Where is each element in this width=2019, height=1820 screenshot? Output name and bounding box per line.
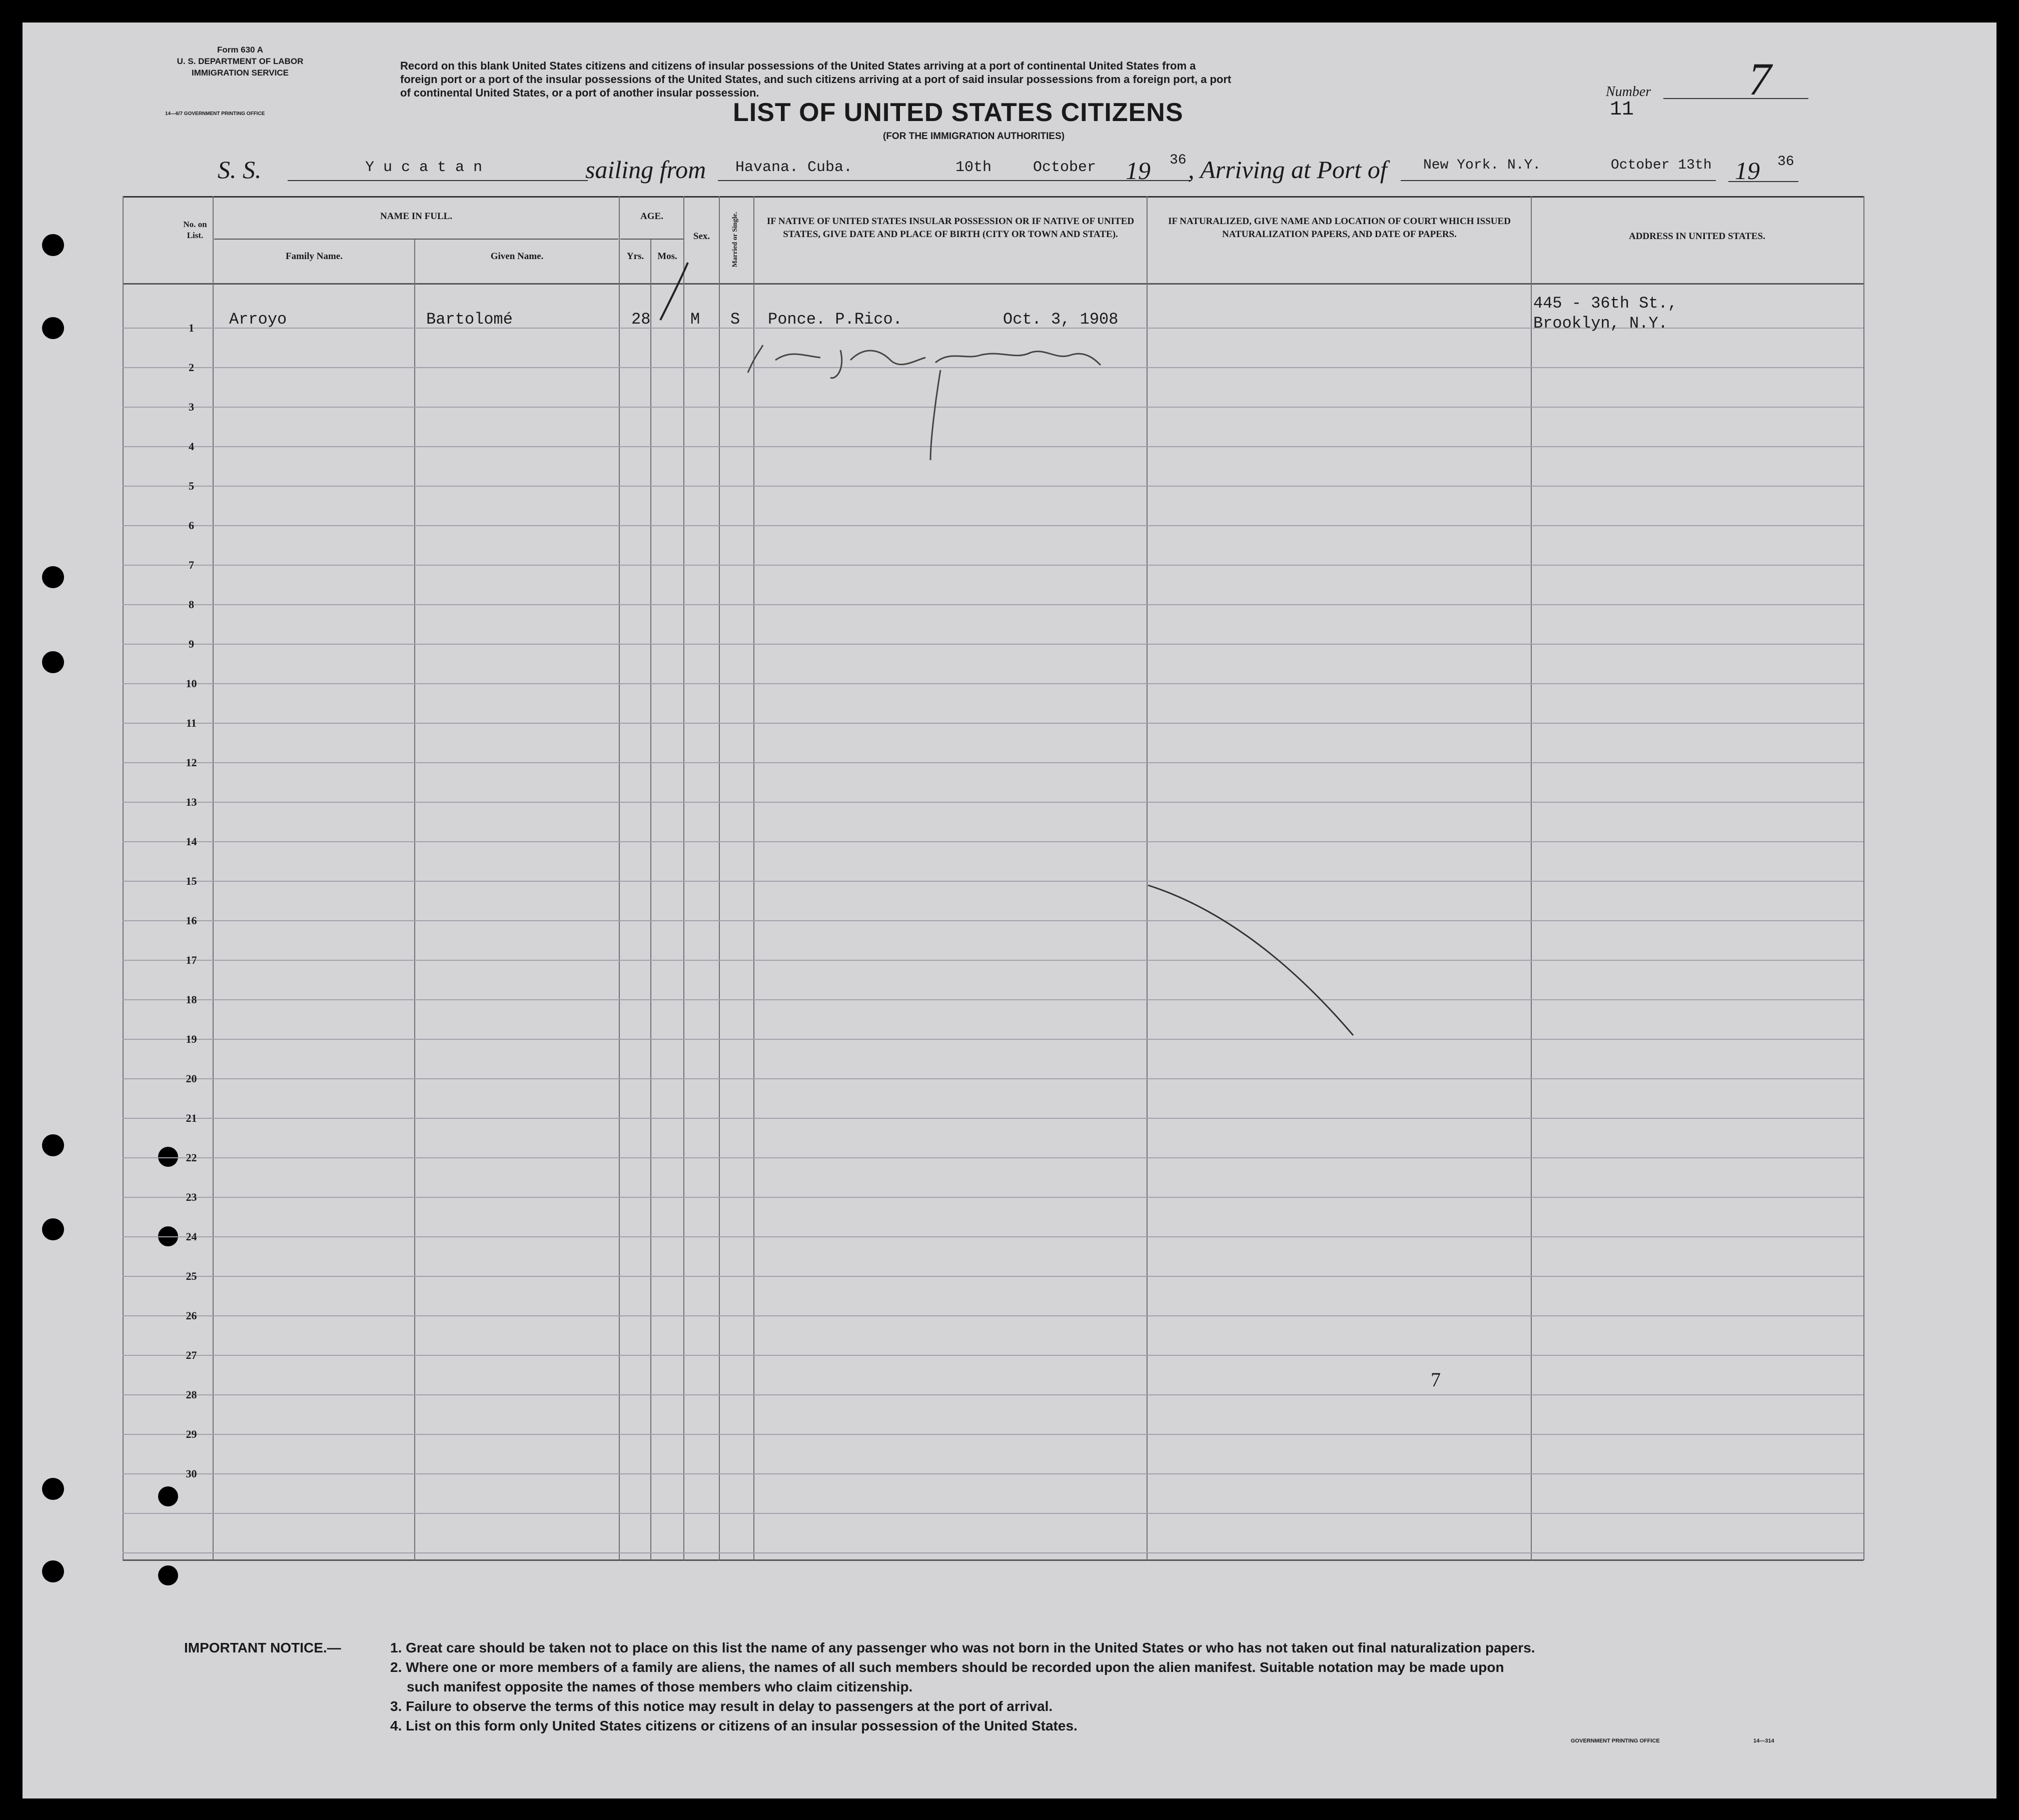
- entry-address-line2: Brooklyn, N.Y.: [1533, 314, 1668, 333]
- col-head-naturalized: IF NATURALIZED, GIVE NAME AND LOCATION OF COURT WHICH ISSUED NATURALIZATION PAPERS, AND DATE OF PAPERS.: [1168, 216, 1511, 240]
- row-number: 3: [189, 401, 194, 413]
- page-mark: 11: [1610, 99, 1634, 121]
- row-number: 12: [186, 756, 197, 769]
- notice-items: [390, 1638, 1826, 1735]
- ss-label: S. S.: [218, 156, 262, 184]
- notice-item: such manifest opposite the names of those members who claim citizenship.: [407, 1679, 913, 1694]
- row-number: 24: [186, 1230, 197, 1243]
- list-number: 7: [1748, 54, 1771, 105]
- entry-birth-date: Oct. 3, 1908: [1003, 310, 1119, 329]
- arrival-port: New York. N.Y.: [1423, 158, 1541, 173]
- arrival-date: October 13th: [1611, 158, 1712, 173]
- row-number: 25: [186, 1270, 197, 1282]
- form-title: LIST OF UNITED STATES CITIZENS: [733, 98, 1184, 127]
- row-number: 23: [186, 1191, 197, 1203]
- notice-item: 1. Great care should be taken not to place on this list the name of any passenger who was not born in the United States or who has not taken out final naturalization papers.: [390, 1640, 1535, 1655]
- row-number: 13: [186, 796, 197, 808]
- row-number: 28: [186, 1388, 197, 1401]
- row-number: 4: [189, 440, 194, 453]
- form-subtitle: (FOR THE IMMIGRATION AUTHORITIES): [883, 131, 1065, 142]
- col-head-mos: Mos.: [657, 251, 677, 262]
- notice-item: 3. Failure to observe the terms of this notice may result in delay to passengers at the port of arrival.: [390, 1698, 1053, 1714]
- form-id: Form 630 A: [217, 45, 263, 55]
- row-number: 30: [186, 1467, 197, 1480]
- departure-day: 10th: [955, 159, 992, 176]
- col-head-native: IF NATIVE OF UNITED STATES INSULAR POSSESSION OR IF NATIVE OF UNITED STATES, GIVE DATE AND PLACE OF BIRTH (CITY OR TOWN AND STATE).: [766, 216, 1135, 240]
- entry-family-name: Arroyo: [229, 310, 287, 329]
- row-number: 15: [186, 875, 197, 887]
- departure-year-suffix: 36: [1170, 153, 1187, 168]
- row-number: 21: [186, 1112, 197, 1124]
- col-head-given: Given Name.: [490, 251, 544, 262]
- ship-name: Y u c a t a n: [365, 159, 483, 176]
- sailing-label: sailing from: [585, 156, 706, 184]
- service-name: IMMIGRATION SERVICE: [192, 68, 289, 78]
- row-number: 1: [189, 322, 194, 334]
- row-number: 27: [186, 1349, 197, 1361]
- row-number: 26: [186, 1309, 197, 1322]
- notice-item: 4. List on this form only United States citizens or citizens of an insular possession of the United States.: [390, 1718, 1078, 1733]
- row-number: 11: [186, 717, 197, 729]
- row-number: 2: [189, 361, 194, 374]
- row-number: 6: [189, 519, 194, 532]
- notice-heading: IMPORTANT NOTICE.—: [184, 1640, 341, 1655]
- entry-sex: M: [690, 310, 700, 329]
- row-number: 20: [186, 1072, 197, 1085]
- record-line: foreign port or a port of the insular possessions of the United States, and such citizens arriving at a port of said insular possessions from a foreign port, a port: [400, 73, 1232, 86]
- col-head-age: AGE.: [640, 211, 663, 222]
- row-number: 7: [189, 559, 194, 571]
- number-label: Number: [1606, 84, 1651, 100]
- departure-year-prefix: 19: [1126, 157, 1151, 185]
- row-number: 5: [189, 480, 194, 492]
- entry-address-line1: 445 - 36th St.,: [1533, 294, 1678, 313]
- row-number: 10: [186, 677, 197, 690]
- row-number: 8: [189, 598, 194, 611]
- notice-item: 2. Where one or more members of a family are aliens, the names of all such members should be recorded upon the alien manifest. Suitable notation may be made upon: [390, 1659, 1504, 1675]
- departure-port: Havana. Cuba.: [735, 159, 853, 176]
- row-number: 14: [186, 835, 197, 848]
- record-line: Record on this blank United States citizens and citizens of insular possessions of the United States arriving at a port of continental United States from a: [400, 60, 1196, 72]
- row-number: 22: [186, 1151, 197, 1164]
- gov-print-code: 14—6/7 GOVERNMENT PRINTING OFFICE: [165, 111, 265, 117]
- row-number: 18: [186, 993, 197, 1006]
- row-number: 29: [186, 1428, 197, 1440]
- department-name: U. S. DEPARTMENT OF LABOR: [177, 57, 304, 66]
- col-head-no: No. on List.: [183, 220, 207, 240]
- handwritten-signature: [748, 345, 1101, 460]
- row-number: 9: [189, 638, 194, 650]
- row-number: 16: [186, 914, 197, 927]
- arrival-year-prefix: 19: [1735, 157, 1760, 185]
- col-head-yrs: Yrs.: [626, 251, 644, 262]
- arriving-label: , Arriving at Port of: [1188, 156, 1387, 184]
- col-head-family: Family Name.: [286, 251, 343, 262]
- pencil-stroke: [1148, 885, 1353, 1035]
- arrival-year-suffix: 36: [1777, 154, 1794, 170]
- entry-given-name: Bartolomé: [426, 310, 513, 329]
- departure-month: October: [1033, 159, 1097, 176]
- entry-age-yrs: 28: [631, 310, 651, 329]
- col-head-address: ADDRESS IN UNITED STATES.: [1629, 231, 1765, 242]
- col-head-married: Married or Single.: [731, 212, 739, 268]
- checkmark-stroke: [660, 263, 688, 320]
- footer-code: 14—314: [1753, 1738, 1774, 1744]
- row-number: 19: [186, 1033, 197, 1045]
- entry-marital: S: [730, 310, 740, 329]
- stray-mark: 7: [1431, 1368, 1441, 1391]
- entry-birth-place: Ponce. P.Rico.: [768, 310, 902, 329]
- footer-print-office: GOVERNMENT PRINTING OFFICE: [1571, 1738, 1660, 1744]
- important-notice: [184, 1638, 341, 1657]
- record-line: of continental United States, or a port of another insular possession.: [400, 87, 759, 99]
- col-head-name: NAME IN FULL.: [380, 211, 453, 222]
- col-head-sex: Sex.: [693, 231, 710, 242]
- row-number: 17: [186, 954, 197, 966]
